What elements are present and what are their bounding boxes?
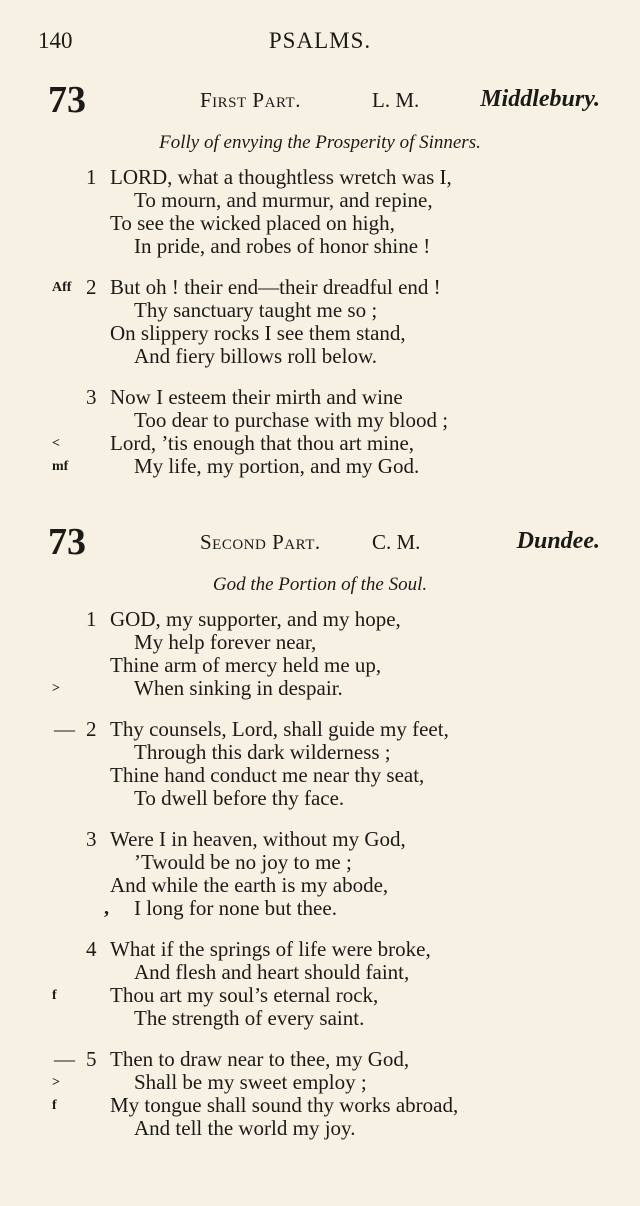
verse-line: [0, 1007, 640, 1030]
line-text: And flesh and heart should faint,: [134, 960, 410, 984]
line-text: ’Twould be no joy to me ;: [134, 850, 352, 874]
dynamic-mark: Aff: [52, 280, 72, 295]
line-text: What if the springs of life were broke,: [110, 937, 431, 961]
line-text: The strength of every saint.: [134, 1006, 365, 1030]
running-head: [0, 28, 640, 58]
line-text: LORD, what a thoughtless wretch was I,: [110, 165, 452, 189]
verse-line: [0, 764, 640, 787]
dynamic-mark: ,: [104, 897, 109, 919]
verse-line: [0, 432, 640, 455]
stanza: [0, 166, 640, 258]
verse-number: 1: [86, 165, 97, 189]
verse-line: [0, 1071, 640, 1094]
line-text: To mourn, and murmur, and repine,: [134, 188, 433, 212]
verse-line: [0, 322, 640, 345]
verse-line: [0, 212, 640, 235]
verse-line: [0, 984, 640, 1007]
running-title: PSALMS.: [268, 28, 372, 53]
dynamic-mark: —: [54, 1047, 75, 1071]
line-text: And while the earth is my abode,: [110, 873, 389, 897]
verse-number: 1: [86, 607, 97, 631]
verse-line: [0, 276, 640, 299]
line-text: Thy sanctuary taught me so ;: [134, 298, 378, 322]
line-text: My life, my portion, and my God.: [134, 454, 420, 478]
line-text: Thy counsels, Lord, shall guide my feet,: [110, 717, 449, 741]
page-number: 140: [38, 28, 73, 53]
stanza: [0, 938, 640, 1030]
line-text: Were I in heaven, without my God,: [110, 827, 406, 851]
stanza: [0, 1048, 640, 1140]
line-text: On slippery rocks I see them stand,: [110, 321, 406, 345]
line-text: Shall be my sweet employ ;: [134, 1070, 367, 1094]
hymn-meter: L. M.: [372, 88, 420, 112]
line-text: When sinking in despair.: [134, 676, 343, 700]
line-text: Too dear to purchase with my blood ;: [134, 408, 449, 432]
line-text: Then to draw near to thee, my God,: [110, 1047, 410, 1071]
line-text: I long for none but thee.: [134, 896, 337, 920]
line-text: To dwell before thy face.: [134, 786, 345, 810]
line-text: GOD, my supporter, and my hope,: [110, 607, 401, 631]
verse-line: [0, 299, 640, 322]
verse-line: [0, 386, 640, 409]
verse-line: [0, 631, 640, 654]
hymn-subtitle: God the Portion of the Soul.: [212, 574, 428, 595]
verse-line: [0, 897, 640, 920]
verse-line: [0, 851, 640, 874]
line-text: Now I esteem their mirth and wine: [110, 385, 403, 409]
line-text: My tongue shall sound thy works abroad,: [110, 1093, 459, 1117]
verse-number: 3: [86, 385, 97, 409]
verse-line: [0, 961, 640, 984]
hymn-part: First Part.: [200, 88, 301, 112]
verse-line: [0, 828, 640, 851]
hymn-heading: [0, 79, 640, 128]
verse-line: [0, 409, 640, 432]
verse-line: [0, 1094, 640, 1117]
line-text: Lord, ’tis enough that thou art mine,: [110, 431, 415, 455]
verse-line: [0, 189, 640, 212]
tune-name: Middlebury.: [480, 86, 600, 112]
verse-number: 3: [86, 827, 97, 851]
verse-line: [0, 741, 640, 764]
verse-line: [0, 608, 640, 631]
stanza: [0, 386, 640, 478]
verse-line: [0, 938, 640, 961]
verse-line: [0, 654, 640, 677]
verse-line: [0, 787, 640, 810]
stanza: [0, 718, 640, 810]
stanza: [0, 276, 640, 368]
verse-number: 2: [86, 275, 97, 299]
line-text: But oh ! their end—their dreadful end !: [110, 275, 441, 299]
dynamic-mark: mf: [52, 459, 69, 474]
verse-line: [0, 1048, 640, 1071]
line-text: To see the wicked placed on high,: [110, 211, 395, 235]
verse-line: [0, 874, 640, 897]
verse-line: [0, 345, 640, 368]
hymn-heading: [0, 521, 640, 570]
hymn-number: 73: [48, 521, 86, 563]
verse-line: [0, 677, 640, 700]
hymn-subtitle: Folly of envying the Prosperity of Sinners.: [159, 132, 481, 153]
dynamic-mark: —: [54, 717, 75, 741]
verse-line: [0, 235, 640, 258]
dynamic-mark: >: [52, 681, 60, 696]
verse-line: [0, 455, 640, 478]
verse-number: 5: [86, 1047, 97, 1071]
line-text: And fiery billows roll below.: [134, 344, 378, 368]
dynamic-mark: <: [52, 436, 60, 451]
hymn-part: Second Part.: [200, 530, 321, 554]
dynamic-mark: f: [52, 1098, 57, 1113]
line-text: In pride, and robes of honor shine !: [134, 234, 431, 258]
verse-number: 2: [86, 717, 97, 741]
stanza: [0, 608, 640, 700]
line-text: Thine hand conduct me near thy seat,: [110, 763, 425, 787]
hymn-meter: C. M.: [372, 530, 421, 554]
hymn-number: 73: [48, 79, 86, 121]
dynamic-mark: >: [52, 1075, 60, 1090]
verse-line: [0, 166, 640, 189]
verse-line: [0, 1117, 640, 1140]
stanza: [0, 828, 640, 920]
line-text: Thine arm of mercy held me up,: [110, 653, 382, 677]
line-text: Through this dark wilderness ;: [134, 740, 391, 764]
hymn-section: [0, 79, 640, 478]
line-text: My help forever near,: [134, 630, 317, 654]
verse-number: 4: [86, 937, 97, 961]
verse-line: [0, 718, 640, 741]
line-text: And tell the world my joy.: [134, 1116, 356, 1140]
dynamic-mark: f: [52, 988, 57, 1003]
line-text: Thou art my soul’s eternal rock,: [110, 983, 379, 1007]
hymn-section: [0, 521, 640, 1140]
tune-name: Dundee.: [516, 528, 600, 554]
